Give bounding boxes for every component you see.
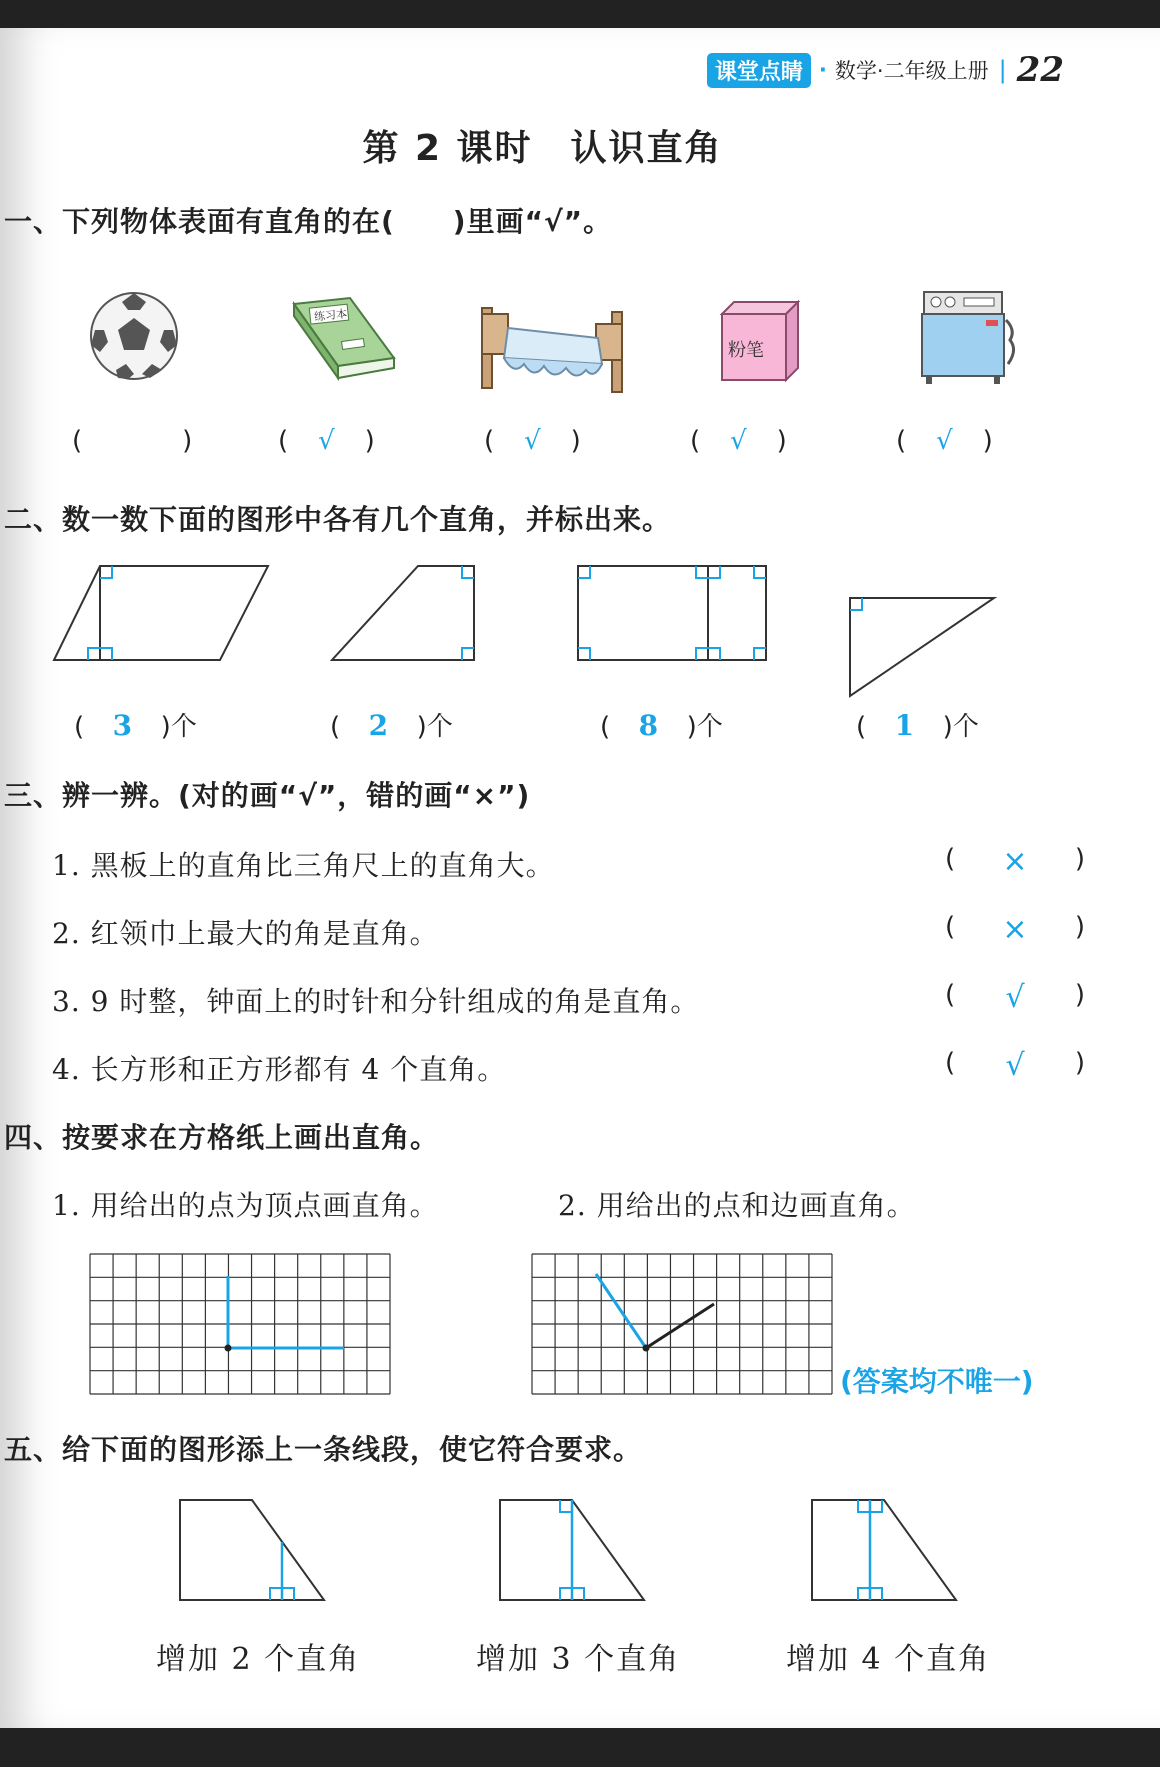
section1-title: 一、下列物体表面有直角的在( )里画“√”。 [4,205,613,238]
separator-dot: · [818,58,827,82]
s4-sub1: 1. 用给出的点为顶点画直角。 [52,1189,439,1222]
soccer-ball-icon [88,290,180,382]
grid-2[interactable] [530,1254,834,1396]
bed-icon [480,294,630,394]
s3-answer-4[interactable]: ( √ ) [945,1048,1085,1083]
s2-answer-4[interactable]: ( 1 )个 [856,709,979,742]
right-triangle-shape [848,596,998,700]
exercise-book-icon [290,296,400,386]
section5-title: 五、给下面的图形添上一条线段，使它符合要求。 [4,1433,643,1466]
section4-title: 四、按要求在方格纸上画出直角。 [4,1121,440,1154]
page-header [707,50,1064,90]
caption-add-2: 增加 2 个直角 [156,1642,361,1677]
s3-item-2: 2. 红领巾上最大的角是直角。 [52,917,439,950]
s3-answer-3[interactable]: ( √ ) [945,980,1085,1015]
separator-bar: | [998,56,1007,84]
s1-answer-4[interactable]: ( √ ) [690,426,787,456]
lesson-title: 第 2 课时 认识直角 [362,128,723,169]
s1-answer-1[interactable]: ( ) [72,426,193,456]
double-rectangle-shape [576,564,770,664]
grid-1 [88,1254,392,1396]
s3-answer-1[interactable]: ( × ) [945,844,1085,879]
shape-add-2-angles [178,1498,328,1604]
chalk-box-icon [720,298,800,388]
shape-add-3-angles [498,1498,648,1604]
s1-answer-2[interactable]: ( √ ) [278,426,375,456]
workbook-page [0,28,1160,1728]
section2-title: 二、数一数下面的图形中各有几个直角，并标出来。 [4,503,672,536]
s2-answer-1[interactable]: ( 3 )个 [74,709,197,742]
washing-machine-icon [920,290,1020,390]
caption-add-3: 增加 3 个直角 [476,1642,681,1677]
s3-item-1: 1. 黑板上的直角比三角尺上的直角大。 [52,849,555,882]
caption-add-4: 增加 4 个直角 [786,1642,991,1677]
brand-badge: 课堂点睛 [707,53,811,88]
subject-label: 数学·二年级上册 [834,59,989,83]
s1-answer-3[interactable]: ( √ ) [484,426,581,456]
parallelogram-shape [52,564,272,664]
chalk-label: 粉笔 [728,340,764,361]
answer-note: (答案均不唯一) [840,1365,1034,1398]
s1-answer-5[interactable]: ( √ ) [896,426,993,456]
shape-add-4-angles [810,1498,960,1604]
s2-answer-2[interactable]: ( 2 )个 [330,709,453,742]
s3-item-4: 4. 长方形和正方形都有 4 个直角。 [52,1053,507,1086]
section3-title: 三、辨一辨。(对的画“√”，错的画“×”) [4,779,531,812]
s4-sub2: 2. 用给出的点和边画直角。 [558,1189,916,1222]
book-label: 练习本 [313,307,348,324]
s3-answer-2[interactable]: ( × ) [945,912,1085,947]
page-number: 22 [1016,50,1064,90]
s3-item-3: 3. 9 时整，钟面上的时针和分针组成的角是直角。 [52,985,700,1018]
s2-answer-3[interactable]: ( 8 )个 [600,709,723,742]
trapezoid-shape [330,564,480,664]
